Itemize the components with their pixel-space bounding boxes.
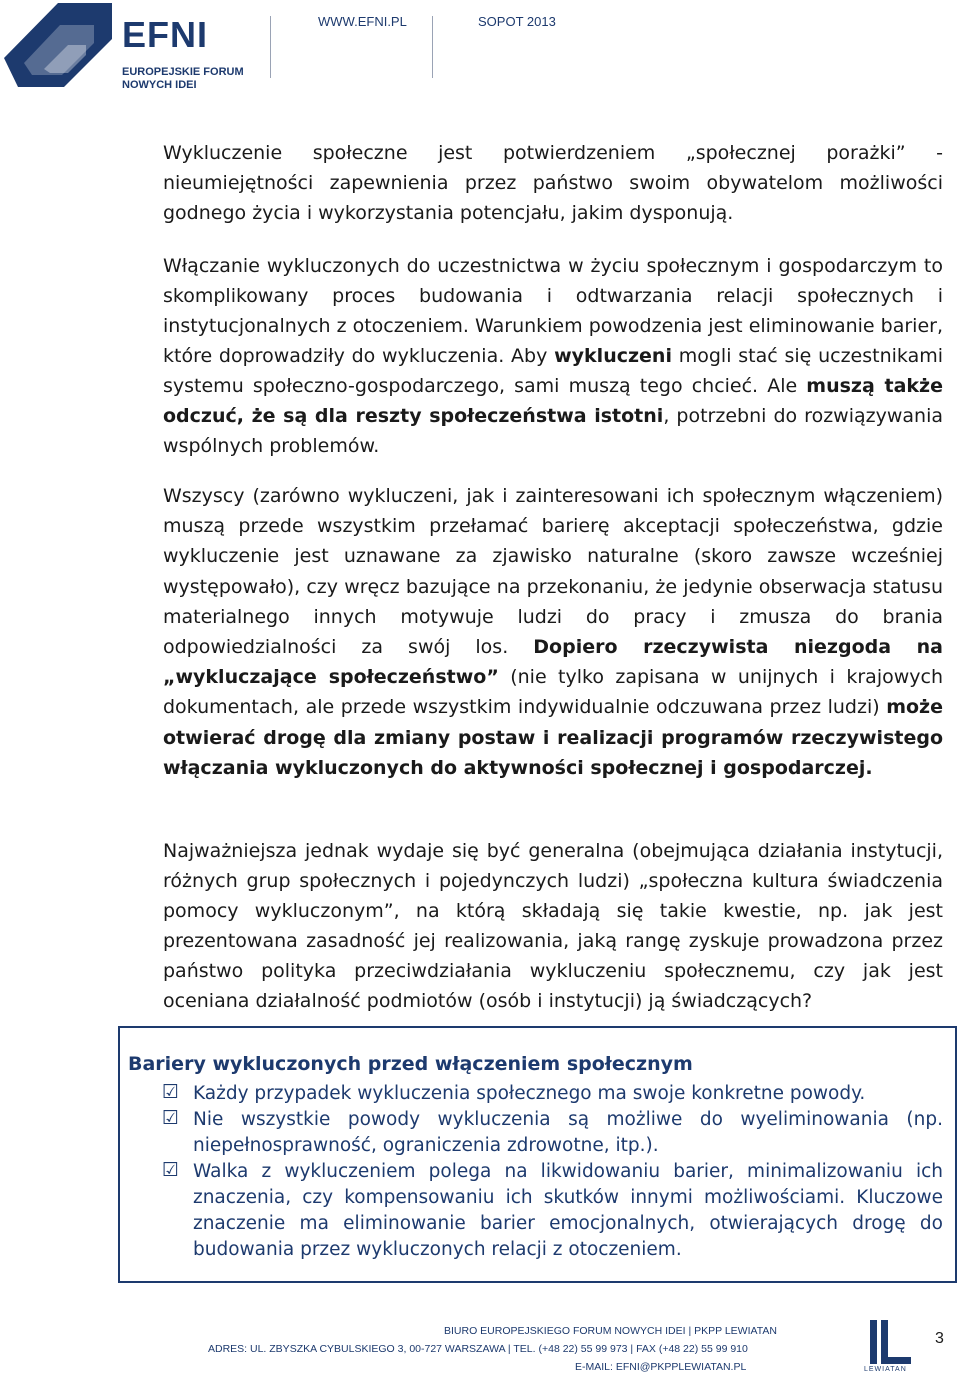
paragraph-1: Wykluczenie społeczne jest potwierdzeniem „społecznej porażki” - nieumiejętności zapewnienia przez państwo swoim obywatelom możliwości godnego życia i wykorzystania potencjału, jakim dysponują. xyxy=(163,142,943,224)
paragraph-2: Włączanie wykluczonych do uczestnictwa w życiu społecznym i gospodarczym to skomplikowany proces budowania i odtwarzania relacji społecznych i instytucjonalnych z otoczeniem. Warunkiem powodzenia jest eliminowanie barier, które doprowadziły do wykluczenia. Aby wykluczeni mogli stać się uczestnikami systemu społeczno-gospodarczego, sami muszą tego chcieć. Ale muszą także odczuć, że są dla reszty społeczeństwa istotni, potrzebni do rozwiązywania wspólnych problemów. xyxy=(163,255,944,457)
logo-subtitle: EUROPEJSKIE FORUM NOWYCH IDEI xyxy=(122,66,244,91)
footer-email-link[interactable]: E-MAIL: EFNI@PKPPLEWIATAN.PL xyxy=(575,1361,747,1373)
header-divider xyxy=(432,16,433,78)
header-divider xyxy=(270,16,271,78)
list-item: Walka z wykluczeniem polega na likwidowaniu barier, minimalizowaniu ich znaczenia, czy kompensowaniu ich skutków innymi możliwościami. Kluczowe znaczenie ma eliminowanie barier emocjonalnych, otwierających drogę do budowania przez wykluczonych relacji z otoczeniem. xyxy=(193,1161,943,1260)
logo-title: EFNI xyxy=(122,14,209,55)
footer-office-name: BIURO EUROPEJSKIEGO FORUM NOWYCH IDEI | PKPP LEWIATAN xyxy=(444,1325,777,1337)
bold-text: muszą także odczuć, że są dla reszty społeczeństwa istotni xyxy=(163,375,943,427)
bold-text: Dopiero rzeczywista niezgoda na „wykluczające społeczeństwo” xyxy=(163,636,943,689)
list-item: Nie wszystkie powody wykluczenia są możliwe do wyeliminowania (np. niepełnosprawność, ograniczenia zdrowotne, itp.). xyxy=(193,1109,943,1156)
bold-text: może otwierać drogę dla zmiany postaw i realizacji programów rzeczywistego włączania wykluczonych do aktywności społecznej i gospodarczej. xyxy=(163,696,943,779)
checkbox-icon: ☑ xyxy=(162,1081,180,1103)
header-website-link[interactable]: WWW.EFNI.PL xyxy=(318,14,407,29)
bold-text: wykluczeni xyxy=(554,345,672,367)
list-item: Każdy przypadek wykluczenia społecznego ma swoje konkretne powody. xyxy=(193,1083,866,1104)
page-number: 3 xyxy=(935,1330,944,1347)
header-event: SOPOT 2013 xyxy=(478,14,556,29)
lewiatan-logo-icon xyxy=(860,1318,920,1368)
checkbox-icon: ☑ xyxy=(162,1159,180,1181)
checkbox-icon: ☑ xyxy=(162,1107,180,1129)
paragraph-4: Najważniejsza jednak wydaje się być generalna (obejmująca działania instytucji, różnych grup społecznych i pojedynczych ludzi) „społeczna kultura świadczenia pomocy wykluczonym”, na którą składają się takie kwestie, np. jak jest prezentowana zasadność jej realizowania, jaką rangę zyskuje prowadzona przez państwo polityka przeciwdziałania wykluczeniu społecznemu, czy jak jest oceniana działalność podmiotów (osób i instytucji) ją świadczących? xyxy=(163,840,943,1012)
footer-address: ADRES: UL. ZBYSZKA CYBULSKIEGO 3, 00-727 WARSZAWA | TEL. (+48 22) 55 99 973 | FAX (+48 22) 55 99 910 xyxy=(208,1343,748,1355)
paragraph-3: Wszyscy (zarówno wykluczeni, jak i zainteresowani ich społecznym włączeniem) muszą przede wszystkim przełamać barierę akceptacji społeczeństwa, gdzie wykluczenie jest uznawane za zjawisko naturalne (skoro zawsze wcześniej występowało), czy wręcz bazujące na przekonaniu, że jedynie obserwacja statusu materialnego innych motywuje ludzi do pracy i zmusza do brania odpowiedzialności za swój los. Dopiero rzeczywista niezgoda na „wykluczające społeczeństwo” (nie tylko zapisana w unijnych i krajowych dokumentach, ale przede wszystkim indywidualnie odczuwana przez ludzi) może otwierać drogę dla zmiany postaw i realizacji programów rzeczywistego włączania wykluczonych do aktywności społecznej i gospodarczej. xyxy=(163,485,943,779)
box-title: Bariery wykluczonych przed włączeniem społecznym xyxy=(128,1053,693,1075)
lewiatan-logo-text: LEWIATAN xyxy=(864,1366,907,1373)
efni-logo-mark-icon xyxy=(4,3,112,91)
